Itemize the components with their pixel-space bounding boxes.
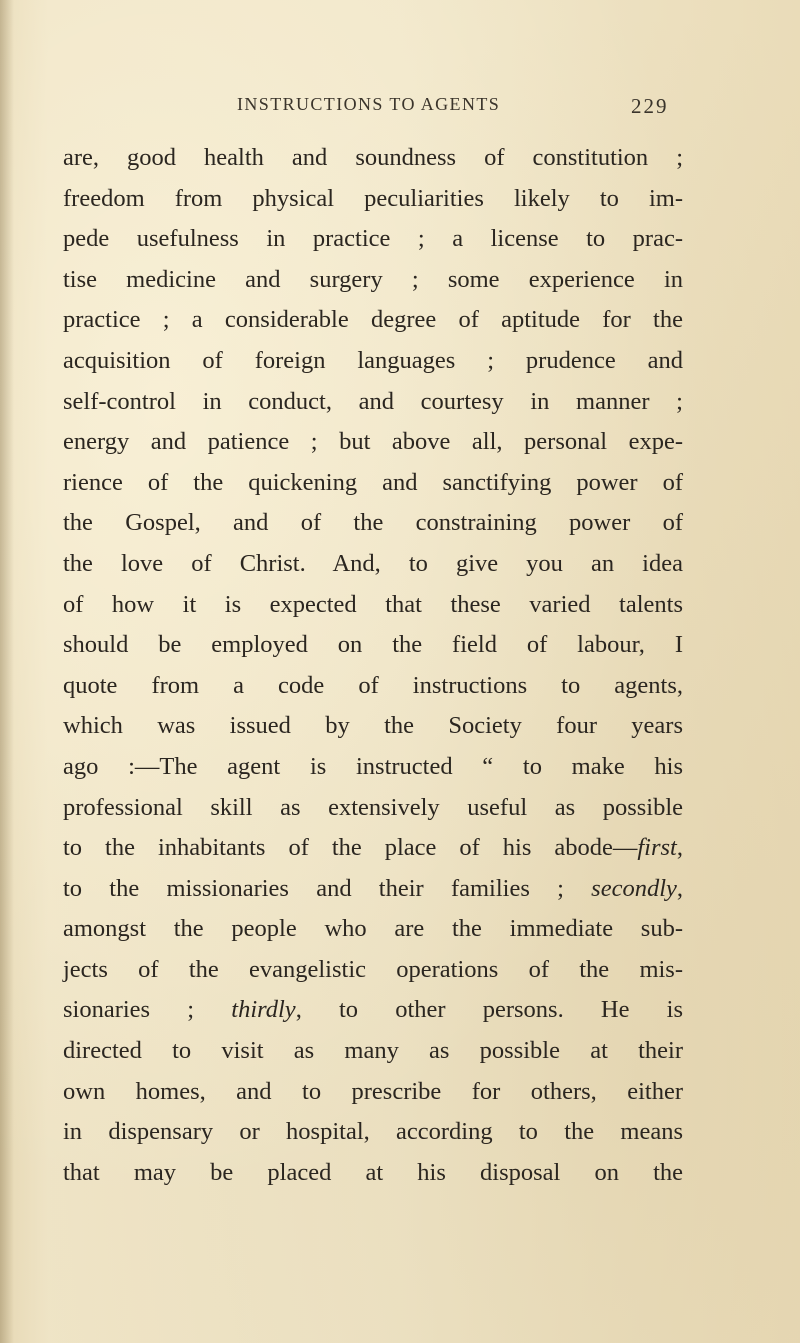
- line-segment: sionaries ;: [63, 996, 232, 1024]
- running-title: INSTRUCTIONS TO AGENTS: [237, 94, 501, 114]
- text-line: [63, 1031, 683, 1072]
- text-line: [63, 869, 683, 910]
- text-line: [63, 1112, 683, 1153]
- running-head: [0, 94, 800, 124]
- line-segment: which was issued by the Society four years: [63, 712, 683, 740]
- line-segment: quote from a code of instructions to agents,: [63, 671, 683, 699]
- line-segment: to the missionaries and their families ;: [63, 874, 592, 902]
- text-line: [63, 463, 683, 504]
- line-segment: the love of Christ. And, to give you an idea: [63, 549, 683, 577]
- italic-word: first: [637, 834, 677, 862]
- line-segment: jects of the evangelistic operations of the mis-: [63, 955, 683, 983]
- line-segment: freedom from physical peculiarities likely to im-: [63, 184, 683, 212]
- text-line: [63, 990, 683, 1031]
- text-line: [63, 706, 683, 747]
- line-segment: to the inhabitants of the place of his abode—: [63, 834, 638, 862]
- text-line: [63, 300, 683, 341]
- line-segment: ago :—The agent is instructed “ to make his: [63, 752, 683, 780]
- text-line: [63, 179, 683, 220]
- text-line: [63, 747, 683, 788]
- line-segment: own homes, and to prescribe for others, either: [63, 1077, 683, 1105]
- text-line: [63, 828, 683, 869]
- line-segment: self-control in conduct, and courtesy in manner ;: [63, 387, 683, 415]
- line-segment: the Gospel, and of the constraining power of: [63, 509, 683, 537]
- text-line: [63, 625, 683, 666]
- text-line: [63, 1153, 683, 1194]
- line-segment: acquisition of foreign languages ; prudence and: [63, 346, 683, 374]
- line-segment: should be employed on the field of labour, I: [63, 631, 683, 659]
- italic-word: thirdly: [231, 996, 296, 1024]
- line-segment: rience of the quickening and sanctifying power of: [63, 468, 683, 496]
- text-line: [63, 950, 683, 991]
- line-segment: directed to visit as many as possible at their: [63, 1037, 683, 1065]
- text-line: [63, 1072, 683, 1113]
- text-line: [63, 260, 683, 301]
- text-line: [63, 219, 683, 260]
- text-line: [63, 422, 683, 463]
- line-segment: amongst the people who are the immediate sub-: [63, 915, 683, 943]
- text-line: [63, 585, 683, 626]
- text-line: [63, 503, 683, 544]
- body-text: [63, 138, 683, 1193]
- line-segment: are, good health and soundness of constitution ;: [63, 144, 683, 171]
- line-segment: in dispensary or hospital, according to the means: [63, 1118, 683, 1146]
- page-gutter-shadow: [0, 0, 14, 1343]
- page-number: 229: [631, 94, 669, 118]
- line-segment: tise medicine and surgery ; some experience in: [63, 265, 683, 293]
- line-segment: of how it is expected that these varied talents: [63, 590, 683, 618]
- line-segment: ,: [676, 834, 683, 862]
- line-segment: that may be placed at his disposal on the: [63, 1158, 683, 1186]
- italic-word: secondly: [591, 874, 677, 902]
- line-segment: professional skill as extensively useful as possible: [63, 793, 683, 821]
- line-segment: energy and patience ; but above all, personal expe-: [63, 428, 683, 456]
- line-segment: pede usefulness in practice ; a license to prac-: [63, 225, 683, 253]
- text-line: [63, 909, 683, 950]
- text-line: [63, 788, 683, 829]
- line-segment: , to other persons. He is: [295, 996, 683, 1024]
- line-segment: ,: [676, 874, 683, 902]
- line-segment: practice ; a considerable degree of aptitude for the: [63, 306, 683, 334]
- text-line: [63, 341, 683, 382]
- text-line: [63, 666, 683, 707]
- text-line: [63, 382, 683, 423]
- text-line: [63, 138, 683, 179]
- text-line: [63, 544, 683, 585]
